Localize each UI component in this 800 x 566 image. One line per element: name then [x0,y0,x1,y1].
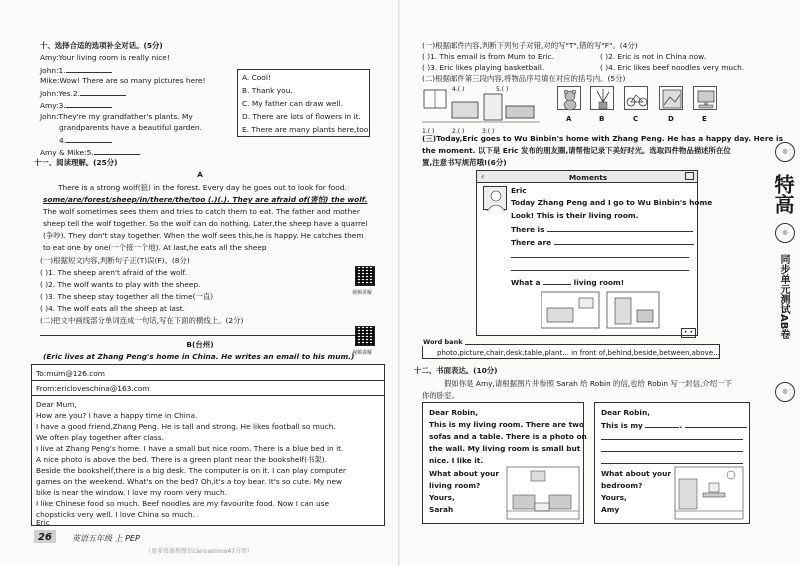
part-3-intro: 置,注意书写规范哦!(6分) [422,158,507,167]
letter-this-is-my[interactable]: This is my . [601,420,747,430]
letter-what-about: What about your [601,469,672,478]
bike-picture [624,86,648,110]
dialogue-line: grandparents have a beautiful garden. [59,123,202,132]
picture-letter: B [599,115,605,123]
email-body-line: A nice photo is above the bed. There is a green plant near the bookshelf(书架). [36,455,327,464]
letter-line: What about your [429,469,500,478]
option-a: A. Cool! [242,73,271,82]
passage-b-label: B(台州) [186,340,214,349]
divider [32,395,384,396]
letter-line: Yours, [429,493,455,502]
right-page [400,0,800,566]
letter-line: Dear Robin, [429,408,479,417]
answer-line[interactable] [511,263,689,271]
letter-line: This is my living room. There are two [429,420,585,429]
letter-line: living room? [429,481,481,490]
room-mark: 2.( ) [452,128,465,135]
tf-item: ( )2. Eric is not in China now. [600,52,706,61]
tf-item: ( )3. Eric likes playing basketball. [422,63,545,72]
room-mark: 4.( ) [452,86,465,93]
picture-letter: C [633,115,639,123]
room-mark: 3.( ) [482,128,495,135]
dialogue-line: Mike:Wow! There are so many pictures here! [40,76,206,85]
answer-line[interactable] [511,250,689,258]
email-body-line: I have a good friend,Zhang Peng. He is tall and strong. He likes football so much. [36,422,336,431]
part-2-title: (二)根据邮件第三段内容,将物品序号填在对应的括号内。(5分) [422,74,626,83]
dialogue-line: 4. [59,135,112,145]
email-signature: Eric [36,518,50,527]
option-c: C. My father can draw well. [242,99,343,108]
moments-card [476,170,713,336]
passage-a-line: some/are/forest/sheep/in/there/the/too (.)(.). They are afraid of(害怕) the wolf. [43,195,368,204]
option-d: D. There are lots of flowers in it. [242,112,361,121]
moments-title: Moments [568,173,608,182]
section-10-title: 十、选择合适的选项补全对话。(5分) [40,41,163,50]
dialogue-line: John:1. [40,65,112,75]
email-body-line: I like Chinese food so much. Beef noodles are my favourite food. Now I can use [36,499,330,508]
email-body-line: How are you? I have a happy time in China. [36,411,198,420]
passage-a-label: A [197,170,203,179]
tf-item: ( )2. The wolf wants to play with the sheep. [40,280,201,289]
section-12-prompt: 你的卧室。 [422,391,459,400]
email-body-line: chopsticks very well. I love China so much. [36,510,195,519]
more-dots-icon[interactable]: • • [681,328,696,338]
option-e: E. There are many plants here,too. [242,125,371,134]
email-body-line: I live at Zhang Peng's home. I have a small but nice room. There is a blue bed in it. [36,444,344,453]
section-11-title: 十一、阅读理解。(25分) [34,158,118,167]
letter-bedroom: bedroom? [601,481,643,490]
picture-letter: D [668,115,674,123]
living-room-pictures [541,290,661,330]
letter-name: Amy [601,505,620,514]
moments-name: Eric [511,186,527,195]
letter-yours: Yours, [601,493,627,502]
options-box [237,69,370,137]
part-3-intro: the moment. 以下是 Eric 发布的朋友圈,请帮他记录下美好时光。选取四件物品描述所在位 [422,146,731,155]
photo-picture [659,86,683,110]
part-1-title: (一)根据邮件内容,判断下列句子对错,对的写"T",错的写"F"。(4分) [422,41,638,50]
passage-a-line: There is a strong wolf(狼) in the forest. Every day he goes out to look for food. [58,183,347,192]
watermark: （更多资源搜微信canvasmoo47分领） [145,548,253,555]
answer-line[interactable] [40,328,370,336]
brand-series: 同步单元测试AB卷 [778,254,789,340]
email-from: From:ericloveschina@163.com [36,384,150,393]
there-are-line[interactable]: There are [511,237,694,247]
page-number: 26 [38,532,52,543]
part-2-title: (二)把文中画线部分单词连成一句话,写在下面的横线上。(2分) [40,316,244,325]
sarah-living-room-picture [505,465,581,521]
letter-line: nice. I like it. [429,456,484,465]
part-3-intro: (三)Today,Eric goes to Wu Binbin's home with Zhang Peng. He has a happy day. Here is [422,134,783,143]
what-a-line[interactable]: What a living room! [511,278,625,287]
word-bank-box [422,338,720,359]
moments-line: Today Zhang Peng and I go to Wu Binbin's home [511,198,713,207]
room-mark: 1.( ) [422,128,435,135]
passage-b-intro: (Eric lives at Zhang Peng's home in China. He writes an email to his mum.) [43,352,355,361]
dialogue-line: Amy & Mike:5. [40,147,140,157]
email-body-line: games on the weekend. What's on the bed? Oh,it's a toy bear. It's so cute. My new [36,477,343,486]
dialogue-line: Amy:Your living room is really nice! [40,53,170,62]
footer-text: 英语五年级 上 PEP [72,534,140,543]
email-to: To:mum@126.com [36,369,105,378]
letter-line: sofas and a table. There is a photo on [429,432,587,441]
email-body-line: Dear Mum, [36,400,77,409]
brand-title: 特高 [771,174,795,214]
tf-item: ( )1. This email is from Mum to Eric. [422,52,555,61]
qr-label: 视频讲解 [352,350,373,356]
camera-icon[interactable] [685,172,694,180]
divider [32,380,384,381]
amy-bedroom-picture [673,465,745,521]
letter-line: Sarah [429,505,454,514]
word-bank-label: Word bank [423,338,463,346]
passage-a-line: sheep tell the wolf together. So the wolf can do nothing. Later,the sheep have a quarrel [43,219,368,228]
circle-badge-icon: ◎ [775,382,795,402]
moments-line: Look! This is their living room. [511,211,639,220]
email-box [31,364,385,526]
room-mark: 5.( ) [496,86,509,93]
answer-line[interactable] [601,444,743,452]
avatar [483,186,507,210]
answer-line[interactable] [601,432,743,440]
answer-letter-box [594,402,750,524]
back-arrow-icon[interactable]: ‹ [481,172,485,181]
qr-label: 视频讲解 [352,290,373,296]
room-illustration [422,84,540,130]
email-body-line: bike is near the window. I love my room very much. [36,488,228,497]
dialogue-line: John:They're my grandfather's plants. My [40,112,193,121]
dialogue-line: Amy:3. [40,100,112,110]
word-bank-words: photo,picture,chair,desk,table,plant... in front of,behind,beside,between,above... [437,349,720,357]
email-body-line: We often play together after class. [36,433,164,442]
passage-a-line: to eat one by one(一个接一个地). At last,he eats all the sheep [43,243,267,252]
tf-item: ( )4. The wolf eats all the sheep at last. [40,304,185,313]
option-b: B. Thank you. [242,86,293,95]
computer-picture [693,86,717,110]
picture-letter: A [566,115,572,123]
answer-line[interactable] [601,456,743,464]
tf-item: ( )4. Eric likes beef noodles very much. [600,63,745,72]
plant-picture [590,86,614,110]
there-is-line[interactable]: There is [511,224,693,234]
passage-a-line: (争吵). They don't stay together. When the wolf sees this,he is happy. He catches them [43,231,364,240]
toy-bear-picture [557,86,581,110]
circle-badge-icon: ◎ [775,223,795,243]
circle-badge-icon: ◎ [775,142,795,162]
email-body-line: Beside the bookshelf,there is a big desk. The computer is on it. I can play computer [36,466,346,475]
section-12-prompt: 假如你是 Amy,请根据图片并参照 Sarah 给 Robin 的信,也给 Robin 写一封信,介绍一下 [444,379,732,388]
qr-code-icon[interactable] [355,266,375,286]
letter-line: the wall. My living room is small but [429,444,581,453]
tf-item: ( )3. The sheep stay together all the time(一直) [40,292,214,301]
sample-letter-box [422,402,587,524]
letter-dear: Dear Robin, [601,408,651,417]
tf-item: ( )1. The sheep aren't afraid of the wolf. [40,268,187,277]
picture-letter: E [702,115,707,123]
dialogue-line: John:Yes.2. [40,88,126,98]
sidebar-brand [770,130,800,530]
part-1-title: (一)根据短文内容,判断句子正(T)误(F)。(8分) [40,256,190,265]
passage-a-line: The wolf sometimes sees them and tries to catch them to eat. The father and mother [43,207,360,216]
section-12-title: 十二、书面表达。(10分) [414,366,498,375]
